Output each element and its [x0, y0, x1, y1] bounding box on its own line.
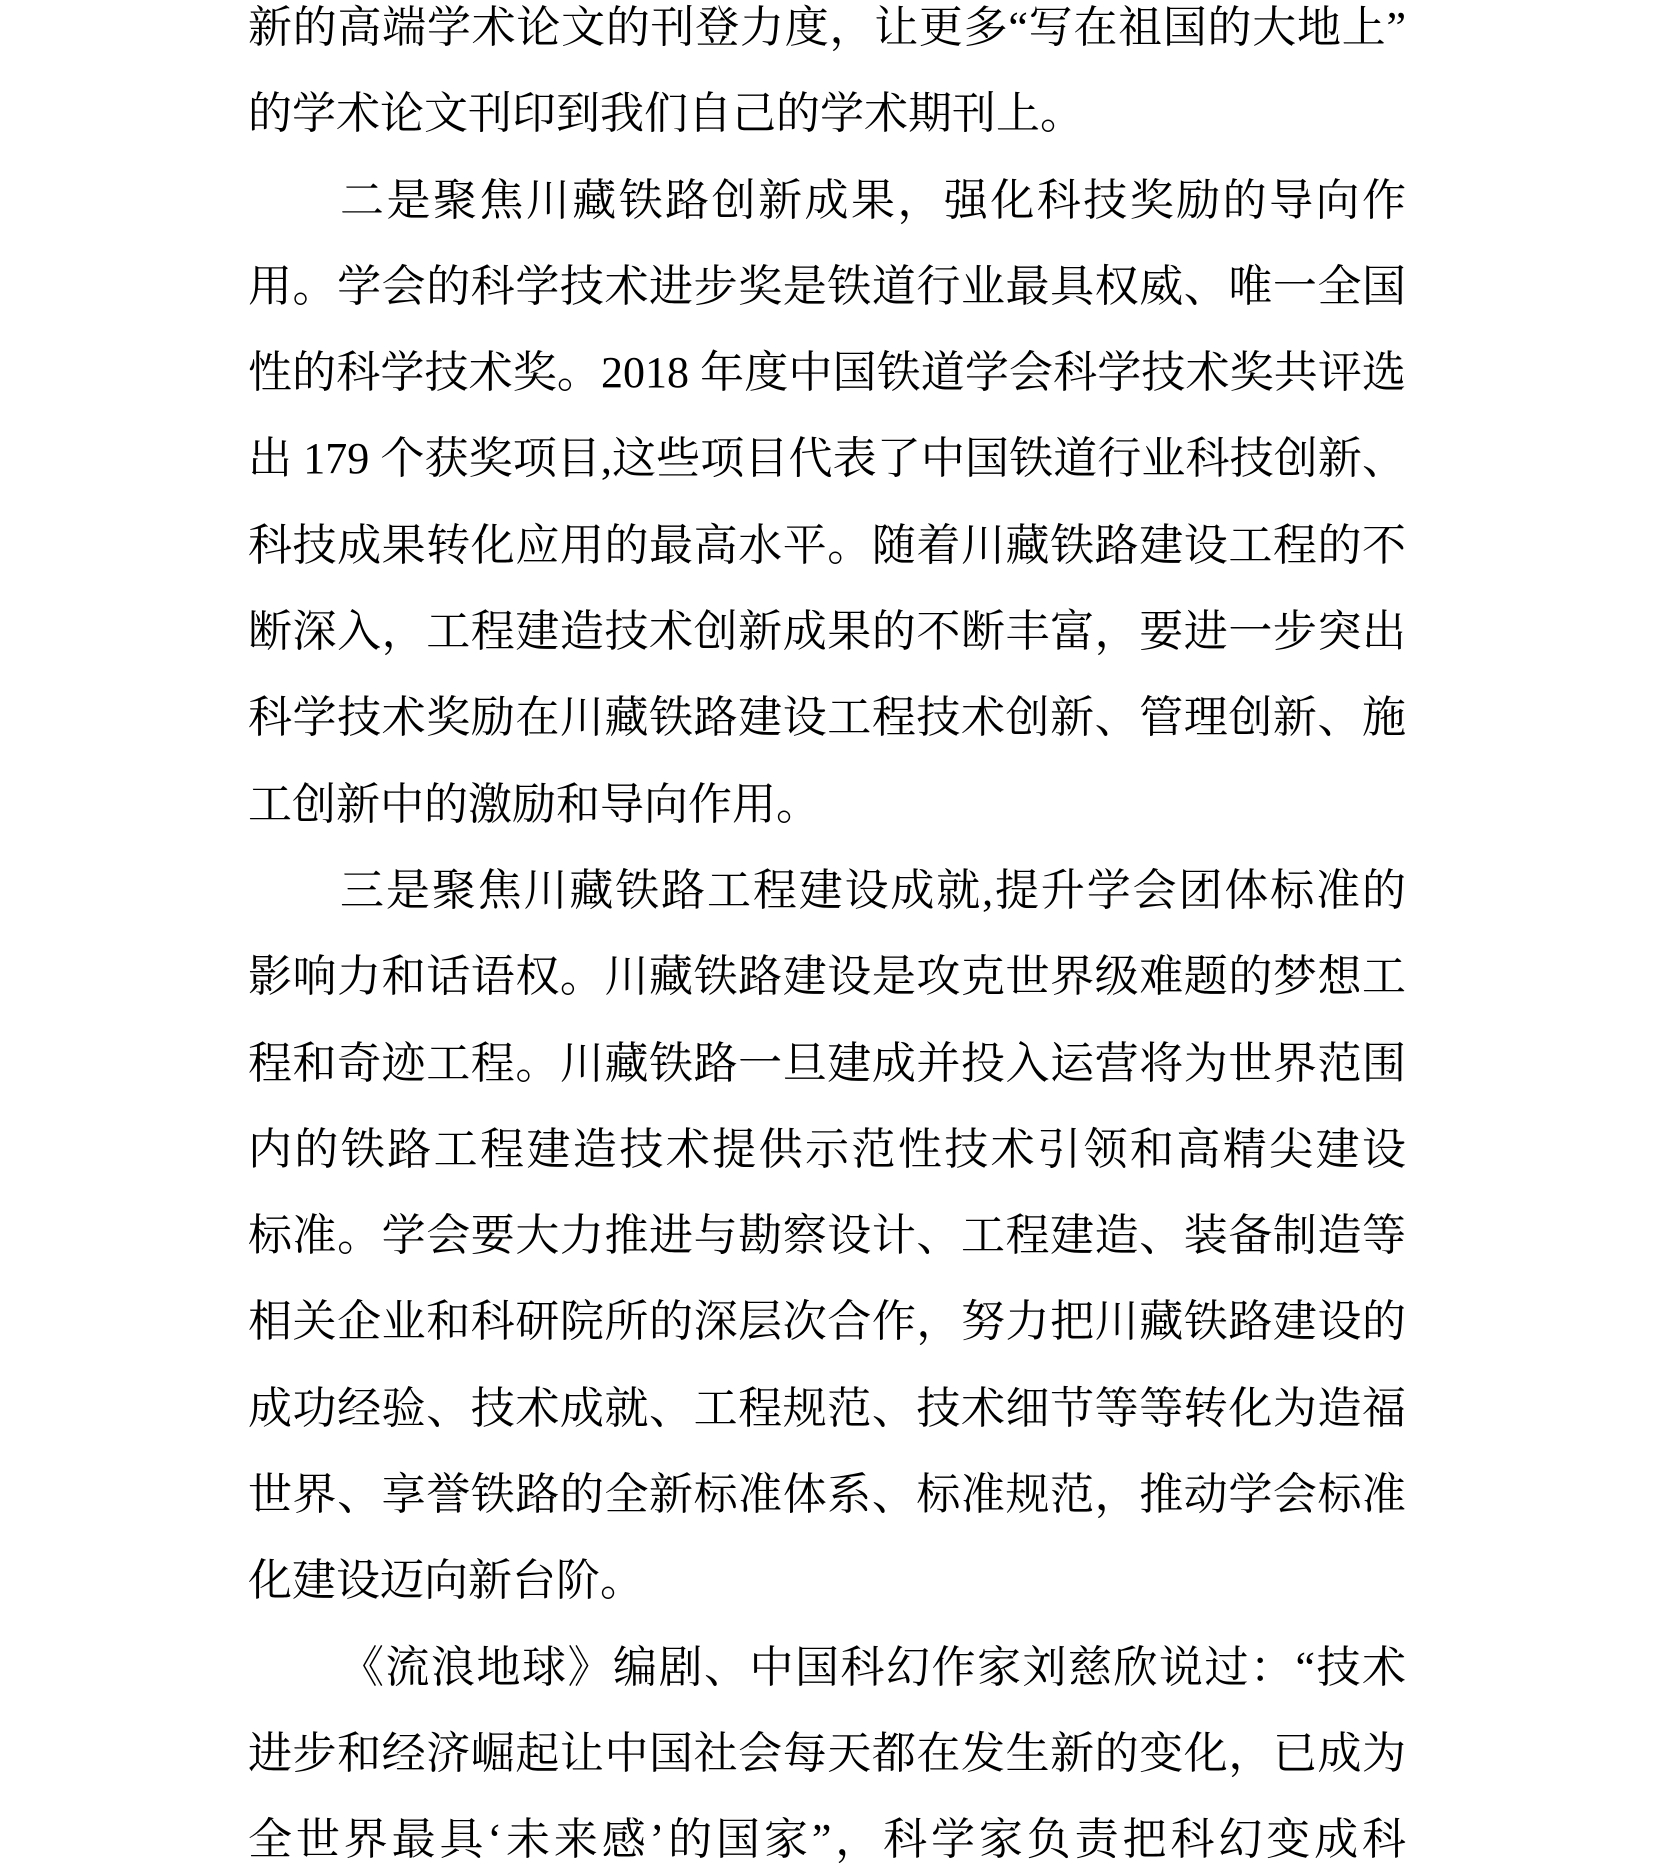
text-line: 新的高端学术论文的刊登力度，让更多“写在祖国的大地上”: [248, 3, 1406, 52]
text-line: 化建设迈向新台阶。: [248, 1556, 644, 1606]
text-line: 程和奇迹工程。川藏铁路一旦建成并投入运营将为世界范围: [248, 1038, 1406, 1088]
text-line: 断深入，工程建造技术创新成果的不断丰富，要进一步突出: [248, 607, 1406, 657]
text-line: 影响力和话语权。川藏铁路建设是攻克世界级难题的梦想工: [248, 952, 1406, 1002]
text-line: 科技成果转化应用的最高水平。随着川藏铁路建设工程的不: [248, 520, 1406, 570]
text-line: 三是聚焦川藏铁路工程建设成就,提升学会团体标准的: [340, 865, 1406, 915]
text-line: 科学技术奖励在川藏铁路建设工程技术创新、管理创新、施: [248, 693, 1406, 743]
document-text-block: [248, 0, 1406, 1869]
text-line: 进步和经济崛起让中国社会每天都在发生新的变化，已成为: [248, 1728, 1406, 1778]
text-line: 出 179 个获奖项目,这些项目代表了中国铁道行业科技创新、: [248, 434, 1406, 484]
text-line: 内的铁路工程建造技术提供示范性技术引领和高精尖建设: [248, 1124, 1406, 1174]
text-line: 《流浪地球》编剧、中国科幻作家刘慈欣说过：“技术: [340, 1642, 1406, 1692]
text-line: 用。学会的科学技术进步奖是铁道行业最具权威、唯一全国: [248, 261, 1406, 311]
text-line: 相关企业和科研院所的深层次合作，努力把川藏铁路建设的: [248, 1297, 1406, 1347]
text-line: 标准。学会要大力推进与勘察设计、工程建造、装备制造等: [248, 1211, 1406, 1261]
text-line: 全世界最具‘未来感’的国家”，科学家负责把科幻变成科: [248, 1815, 1406, 1865]
text-line: 成功经验、技术成就、工程规范、技术细节等等转化为造福: [248, 1383, 1406, 1433]
text-line: 世界、享誉铁路的全新标准体系、标准规范，推动学会标准: [248, 1470, 1406, 1520]
text-line: 二是聚焦川藏铁路创新成果，强化科技奖励的导向作: [340, 175, 1406, 225]
text-line: 工创新中的激励和导向作用。: [248, 779, 820, 829]
text-line: 的学术论文刊印到我们自己的学术期刊上。: [248, 89, 1084, 139]
text-line: 性的科学技术奖。2018 年度中国铁道学会科学技术奖共评选: [248, 348, 1406, 398]
